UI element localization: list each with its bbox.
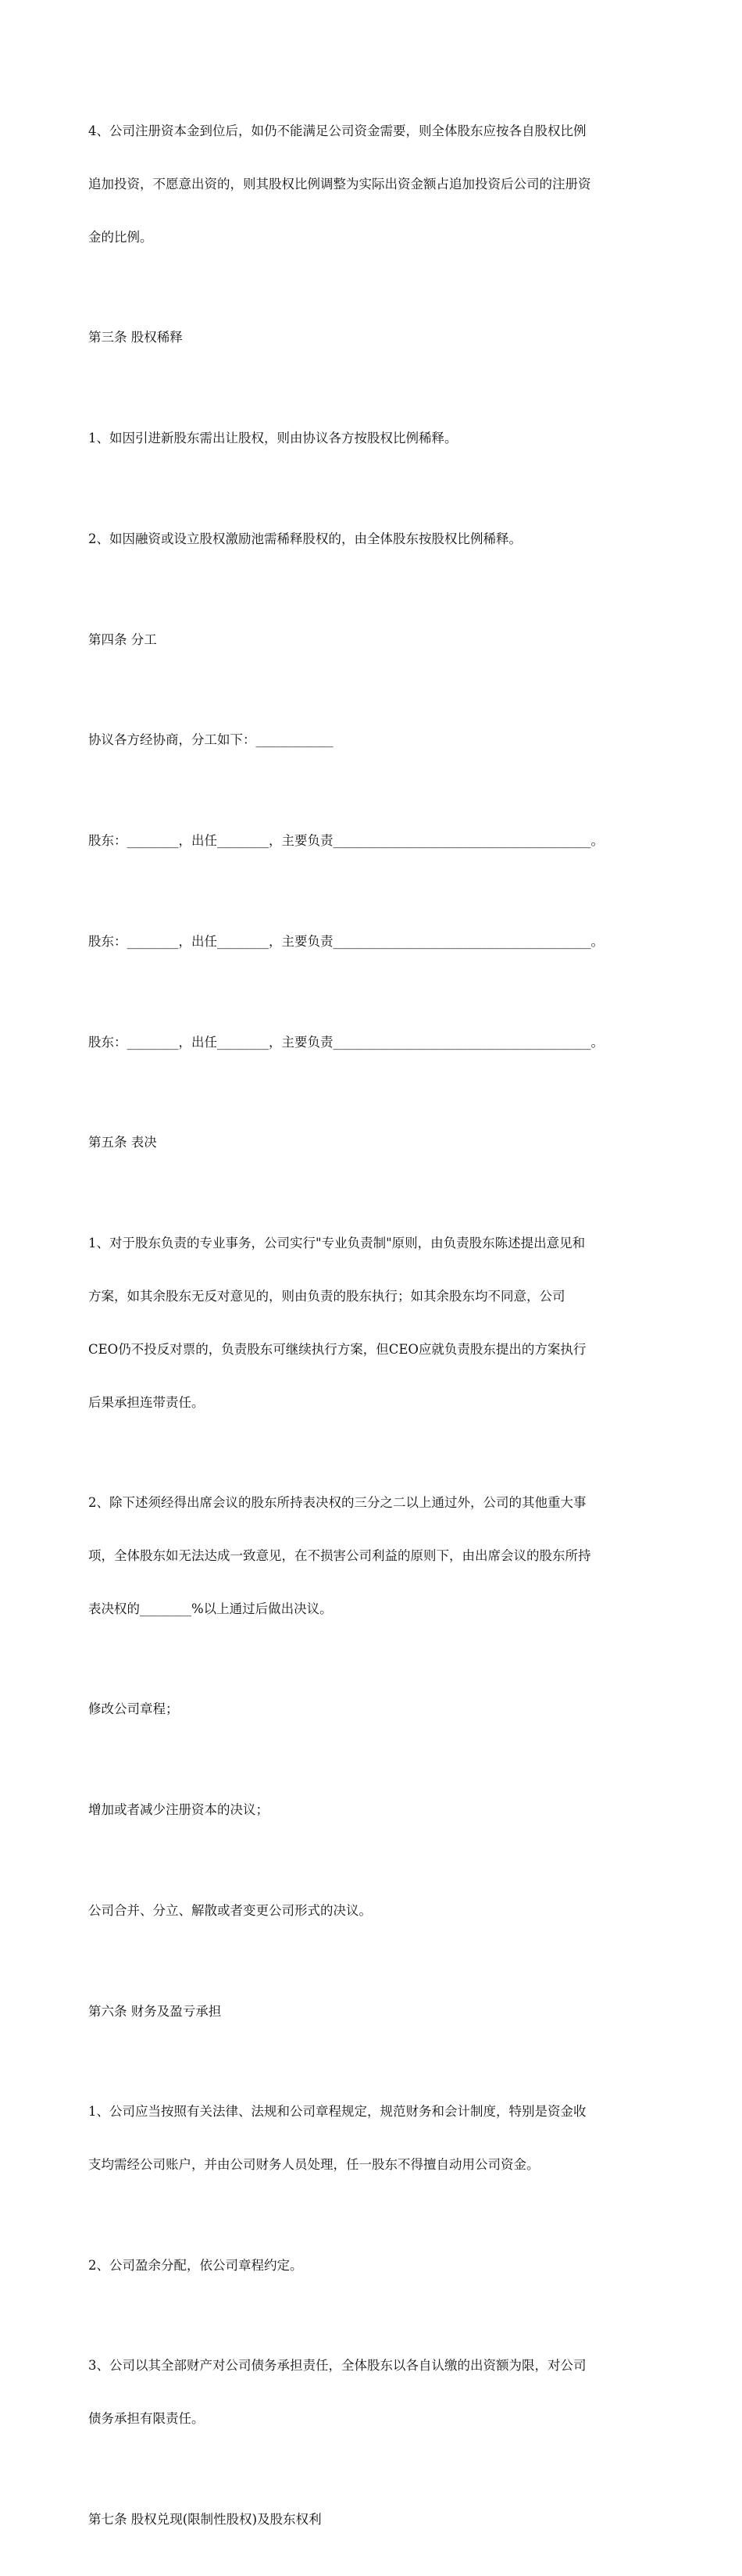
text-line: CEO仍不投反对票的，负责股东可继续执行方案，但CEO应就负责股东提出的方案执行 (88, 1341, 587, 1357)
text-line: 2、除下述须经得出席会议的股东所持表决权的三分之二以上通过外，公司的其他重大事 (88, 1495, 587, 1511)
paragraph-capital-increase (88, 88, 662, 282)
text-line: 3、公司以其全部财产对公司债务承担责任，全体股东以各自认缴的出资额为限，对公司 (88, 2358, 587, 2374)
text-line: 2、公司盈余分配，依公司章程约定。 (88, 2257, 303, 2273)
paragraph-division-intro (88, 696, 662, 785)
heading-text: 第三条 股权稀释 (88, 330, 183, 345)
text-line: 追加投资，不愿意出资的，则其股权比例调整为实际出资金额占追加投资后公司的注册资 (88, 176, 591, 191)
text-line: 增加或者减少注册资本的决议； (88, 1802, 269, 1817)
paragraph-dilution-financing (88, 496, 662, 584)
text-line: 修改公司章程； (88, 1701, 179, 1717)
shareholder-duty-line-1 (88, 797, 662, 886)
paragraph-dilution-new-shareholder (88, 395, 662, 483)
list-item-capital-change (88, 1766, 662, 1855)
text-line: 协议各方经协商，分工如下：____________ (88, 732, 334, 748)
text-line: 项，全体股东如无法达成一致意见，在不损害公司利益的原则下，由出席会议的股东所持 (88, 1547, 591, 1563)
text-line: 债务承担有限责任。 (88, 2411, 205, 2427)
text-line: 后果承担连带责任。 (88, 1394, 205, 1410)
document-page (88, 88, 662, 2576)
text-line: 2、如因融资或设立股权激励池需稀释股权的，由全体股东按股权比例稀释。 (88, 531, 522, 546)
text-line: 表决权的________%以上通过后做出决议。 (88, 1601, 333, 1616)
paragraph-professional-responsibility (88, 1200, 662, 1447)
text-line: 1、公司应当按照有关法律、法规和公司章程规定，规范财务和会计制度，特别是资金收 (88, 2104, 587, 2120)
paragraph-liability (88, 2322, 662, 2463)
text-line: 股东：________，出任________，主要负责________________________________________。 (88, 933, 604, 949)
paragraph-finance-rules (88, 2068, 662, 2209)
section-heading-finance (88, 1967, 662, 2055)
heading-text: 第五条 表决 (88, 1135, 157, 1150)
section-heading-division-of-labor (88, 596, 662, 684)
text-line: 4、公司注册资本金到位后，如仍不能满足公司资金需要，则全体股东应按各自股权比例 (88, 123, 587, 139)
paragraph-major-matters (88, 1459, 662, 1654)
heading-text: 第七条 股权兑现(限制性股权)及股东权利 (88, 2511, 322, 2527)
shareholder-duty-line-2 (88, 898, 662, 986)
heading-text: 第四条 分工 (88, 631, 157, 647)
text-line: 1、对于股东负责的专业事务，公司实行"专业负责制"原则，由负责股东陈述提出意见和 (88, 1236, 586, 1251)
shareholder-duty-line-3 (88, 998, 662, 1086)
list-item-amend-articles (88, 1665, 662, 1754)
section-heading-equity-dilution (88, 294, 662, 382)
section-heading-voting (88, 1099, 662, 1187)
text-line: 金的比例。 (88, 229, 153, 245)
text-line: 1、如因引进新股东需出让股权，则由协议各方按股权比例稀释。 (88, 431, 458, 446)
text-line: 支均需经公司账户，并由公司财务人员处理，任一股东不得擅自动用公司资金。 (88, 2157, 540, 2173)
text-line: 方案，如其余股东无反对意见的，则由负责的股东执行；如其余股东均不同意，公司 (88, 1288, 565, 1304)
text-line: 股东：________，出任________，主要负责________________________________________。 (88, 1034, 604, 1050)
text-line: 公司合并、分立、解散或者变更公司形式的决议。 (88, 1902, 372, 1918)
list-item-merger-dissolution (88, 1867, 662, 1955)
paragraph-profit-distribution (88, 2221, 662, 2309)
heading-text: 第六条 财务及盈亏承担 (88, 2003, 222, 2019)
section-heading-equity-vesting (88, 2476, 662, 2564)
text-line: 股东：________，出任________，主要负责________________________________________。 (88, 833, 604, 849)
